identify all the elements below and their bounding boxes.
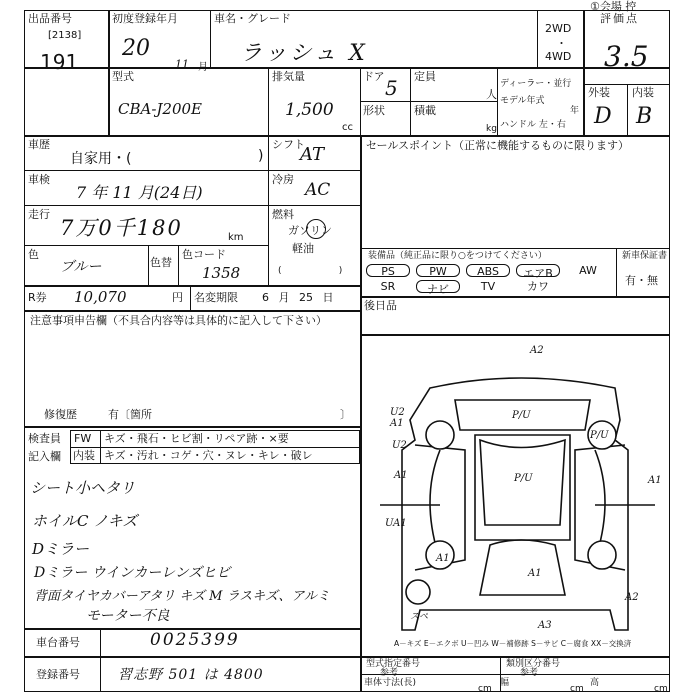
fuel-gas-circle — [306, 219, 326, 239]
reg-value: 習志野 501 は 4800 — [118, 667, 264, 683]
equipment-label: 装備品（純正品に限り○をつけてください） — [368, 251, 547, 261]
mark-a1-rear-left: A1 — [436, 553, 450, 564]
interior-grade: B — [636, 104, 653, 129]
model-year-unit: 年 — [570, 106, 580, 116]
exterior-label: 外装 — [588, 86, 610, 99]
note-4: Dミラー ウインカーレンズヒビ — [34, 565, 231, 581]
model-year-label: モデル年式 — [500, 96, 545, 106]
load-label: 積載 — [414, 104, 436, 117]
name-deadline-value: 6 月 25 日 — [262, 291, 334, 304]
usage-close: ) — [258, 148, 264, 164]
shift-label: シフト — [272, 138, 305, 151]
mark-u2-a1: U2 A1 — [390, 407, 405, 429]
width-cm: cm — [570, 684, 584, 694]
mark-pu-roof: P/U — [514, 473, 533, 484]
color-code-value: 1358 — [202, 264, 241, 282]
top-right-label: ①会場 控 — [590, 0, 637, 13]
mileage-value: 7万0千180 — [60, 216, 183, 240]
equipment-grid — [366, 264, 614, 294]
repair-value: 有〔箇所 — [108, 408, 152, 421]
door-label: ドア — [363, 70, 385, 83]
fw-label: FW — [74, 432, 92, 445]
displacement-label: 排気量 — [272, 70, 305, 83]
cc-unit: cc — [342, 122, 353, 133]
note-2: ホイルC ノキズ — [32, 512, 138, 530]
kg-unit: kg — [486, 124, 497, 134]
mark-pu-right: P/U — [590, 430, 609, 441]
color-code-label: 色コード — [182, 248, 226, 261]
displacement-value: 1,500 — [285, 100, 334, 120]
sales-point-label: セールスポイント（正常に機能するものに限ります） — [366, 139, 630, 152]
lot-label: 出品番号 — [28, 12, 72, 25]
caution-label: 注意事項申告欄（不具合内容等は具体的に記入して下さい） — [30, 314, 327, 327]
mark-a1-right: A1 — [648, 475, 662, 486]
height-cm: cm — [654, 684, 668, 694]
equip-sr: SR — [380, 280, 396, 293]
shift-value: AT — [300, 144, 325, 165]
drive-dot: ・ — [556, 37, 567, 50]
km-unit: km — [228, 232, 244, 243]
note-3: Dミラー — [32, 540, 90, 558]
fuel-gas: ガソリン — [288, 224, 332, 237]
usage-label: 車歴 — [28, 138, 50, 151]
interior-text: キズ・汚れ・コゲ・穴・ヌレ・キレ・破レ — [104, 449, 313, 462]
yen-unit: 円 — [172, 291, 183, 304]
warranty-label: 新車保証書 — [622, 251, 668, 261]
last-day-label: 後日品 — [364, 299, 397, 312]
four-wd-label: 4WD — [545, 50, 572, 63]
recycle-label: R券 — [28, 291, 47, 304]
height-label: 高 — [590, 678, 600, 688]
chassis-value: 0025399 — [150, 630, 240, 650]
mileage-label: 走行 — [28, 208, 50, 221]
eval-label: 評価点 — [600, 12, 639, 25]
recycle-value: 10,070 — [74, 288, 127, 306]
two-wd-label: 2WD — [545, 22, 572, 35]
width-label: 幅 — [500, 678, 510, 688]
equip-navi: ナビ — [416, 280, 460, 293]
handle-label: ハンドル 左・右 — [500, 120, 566, 130]
reg-label: 登録番号 — [36, 668, 80, 681]
equip-leather: カワ — [527, 280, 549, 293]
repair-label: 修復歴 — [44, 408, 77, 421]
inspector-label: 検査員 — [28, 432, 61, 445]
car-name-label: 車名・グレード — [214, 12, 291, 25]
first-reg-year: 20 — [122, 36, 150, 61]
entry-label: 記入欄 — [28, 450, 61, 463]
length-cm: cm — [478, 684, 492, 694]
chassis-label: 車台番号 — [36, 636, 80, 649]
equip-airbag: エアB — [516, 264, 560, 277]
type-cert-ref: 参考 — [380, 668, 399, 678]
color-value: ブルー — [60, 259, 102, 275]
lot-number: 191 — [40, 50, 79, 74]
type-cert-label: 型式指定番号 — [366, 659, 421, 669]
interior-row-label: 内装 — [73, 449, 95, 462]
equip-abs: ABS — [466, 264, 510, 277]
capacity-label: 定員 — [414, 70, 436, 83]
color-label: 色 — [28, 248, 39, 261]
repair-close: 〕 — [340, 408, 351, 421]
model-label: 型式 — [112, 70, 134, 83]
equip-aw: AW — [579, 264, 597, 277]
name-deadline-label: 名変期限 — [194, 291, 238, 304]
class-ref: 参考 — [520, 668, 539, 678]
inspector-block — [24, 430, 360, 466]
fw-text: キズ・飛石・ヒビ割・リペア跡・×要 — [104, 432, 289, 445]
eval-score: 3.5 — [604, 40, 649, 73]
door-value: 5 — [385, 76, 398, 100]
first-reg-month-unit: 月 — [198, 62, 208, 73]
inspection-label: 車検 — [28, 173, 50, 186]
class-label: 類別区分番号 — [506, 659, 561, 669]
warranty-value: 有・無 — [625, 274, 658, 287]
person-unit: 人 — [486, 88, 497, 101]
damage-legend: A－キズ E－エクボ U－凹み W－補修跡 S－サビ C－腐食 XX－交換済 — [394, 639, 632, 648]
mark-ua1: UA1 — [385, 518, 407, 529]
mark-a2-top: A2 — [530, 345, 544, 356]
note-1: シート小ヘタリ — [30, 479, 136, 497]
interior-label: 内装 — [632, 86, 654, 99]
equip-tv: TV — [480, 280, 496, 293]
fuel-diesel: 軽油 — [292, 242, 314, 255]
ac-label: 冷房 — [272, 173, 294, 186]
model-value: CBA-J200E — [118, 100, 202, 118]
equip-pw: PW — [416, 264, 460, 277]
fuel-label: 燃料 — [272, 208, 294, 221]
dealer-label: ディーラー・並行 — [500, 79, 572, 89]
ac-value: AC — [305, 180, 331, 200]
mark-a1-rear: A1 — [528, 568, 542, 579]
fuel-paren: ( ) — [278, 266, 343, 276]
length-label: 車体寸法(長) — [364, 678, 417, 688]
mark-a3: A3 — [538, 620, 552, 631]
lot-code: [2138] — [48, 30, 82, 41]
mark-a1-left: A1 — [394, 470, 408, 481]
shape-label: 形状 — [363, 104, 385, 117]
mark-u2: U2 — [392, 440, 407, 451]
car-name-value: ラッシュ X — [240, 41, 368, 66]
equip-ps: PS — [366, 264, 410, 277]
mark-spare: スペ — [410, 612, 429, 622]
note-5: 背面タイヤカバーアタリ キズ M ラスキズ、アルミ — [34, 589, 330, 604]
exterior-grade: D — [594, 104, 612, 129]
inspection-value: 7 年 11 月(24日) — [76, 183, 203, 202]
color-change-label: 色替 — [150, 256, 172, 269]
usage-value: 自家用・( — [70, 151, 132, 167]
mark-a2-rear: A2 — [625, 592, 639, 603]
mark-pu-hood: P/U — [512, 410, 531, 421]
first-reg-label: 初度登録年月 — [112, 12, 178, 25]
note-6: モーター不良 — [86, 608, 170, 624]
first-reg-month: 11 — [175, 58, 189, 71]
